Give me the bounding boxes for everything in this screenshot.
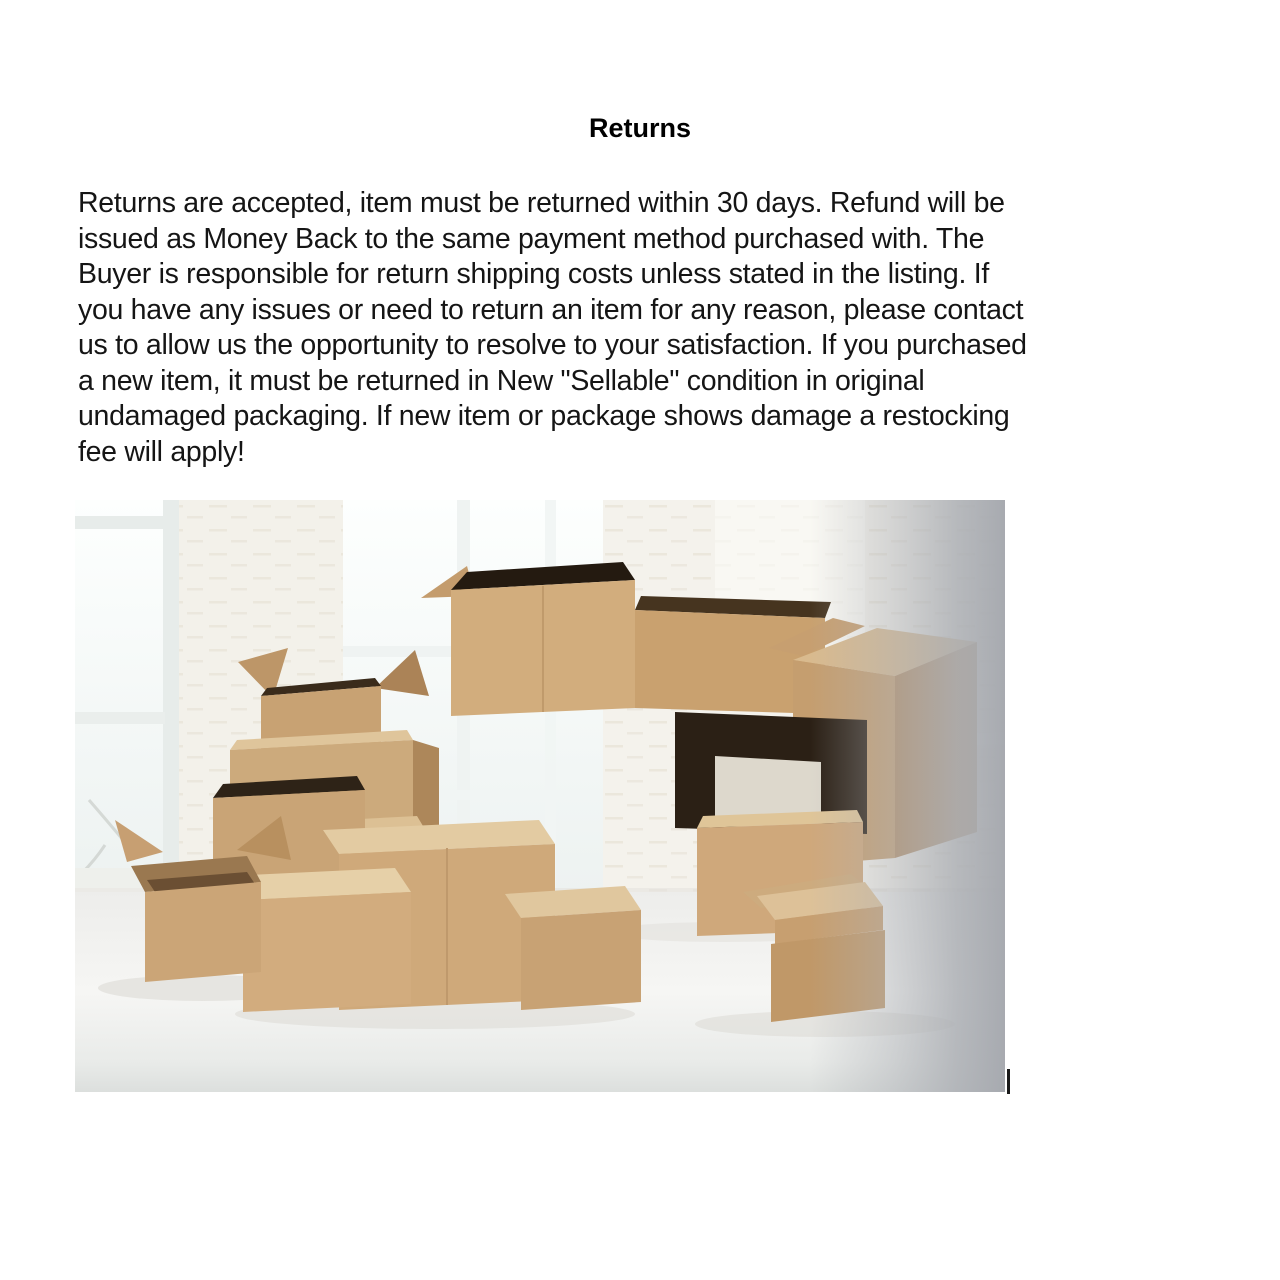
returns-policy-text: Returns are accepted, item must be returned within 30 days. Refund will be issued as Money Back to the same payment method purchased with. The Buyer is responsible for return shipping costs unless stated in the listing. If you have any issues or need to return an item for any reason, please contact us to allow us the opportunity to resolve to your satisfaction. If you purchased a new item, it must be returned in New "Sellable" condition in original undamaged packaging. If new item or package shows damage a restocking fee will apply! bbox=[78, 187, 1027, 468]
right-blur-overlay bbox=[810, 500, 1005, 1092]
cardboard-box bbox=[505, 886, 641, 1010]
boxes-photo bbox=[75, 500, 1005, 1092]
page-title: Returns bbox=[588, 113, 691, 143]
text-cursor bbox=[1007, 1069, 1010, 1094]
cardboard-box bbox=[421, 562, 635, 716]
boxes-photo-graphic bbox=[75, 500, 1005, 1092]
